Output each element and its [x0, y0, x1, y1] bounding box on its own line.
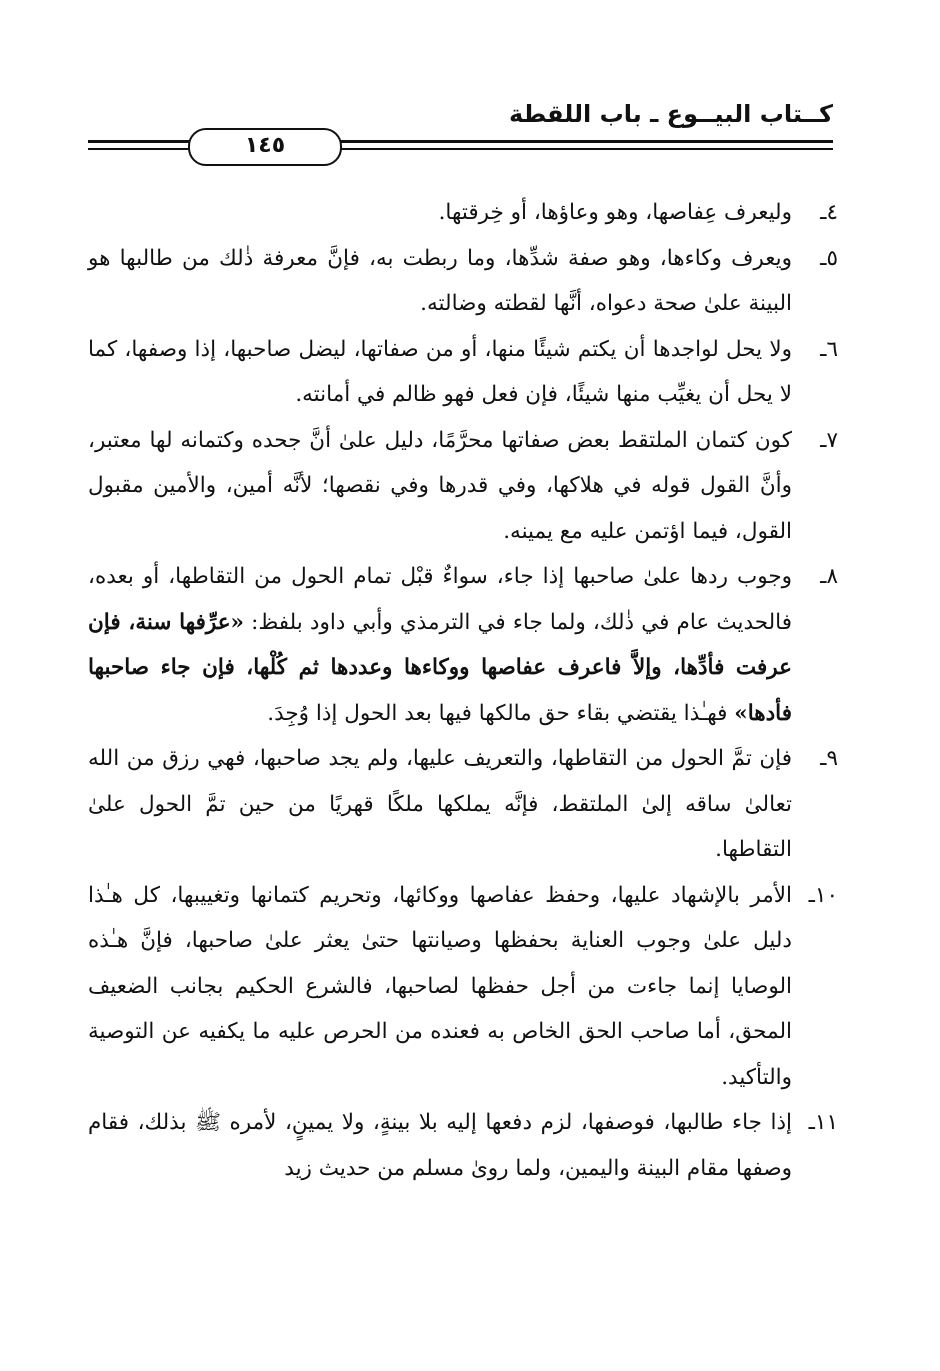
item-text: إذا جاء طالبها، فوصفها، لزم دفعها إليه بلا بينةٍ، ولا يمينٍ، لأمره ﷺ بذلك، فقام وصفها مقام البينة واليمين، ولما روىٰ مسلم من حديث زيد: [88, 1110, 792, 1181]
item-text: فإن تمَّ الحول من التقاطها، والتعريف عليها، ولم يجد صاحبها، فهي رزق من الله تعالىٰ ساقه إلىٰ الملتقط، فإنَّه يملكها ملكًا قهريًا من حين تمَّ الحول علىٰ التقاطها.: [88, 746, 792, 862]
item-number: ٤ـ: [820, 200, 838, 225]
list-item-5: [88, 236, 838, 327]
list-item-11: [88, 1100, 838, 1191]
list-item-10: [88, 873, 838, 1101]
list-item-9: [88, 736, 838, 873]
hadith-quote: «عرِّفها سنة، فإن عرفت فأدِّها، وإلاَّ فاعرف عفاصها ووكاءها وعددها ثم كُلْها، فإن جاء صاحبها فأدها»: [88, 609, 792, 726]
item-number: ٩ـ: [820, 746, 838, 771]
item-number: ١٠ـ: [808, 882, 838, 908]
list-item-4: [88, 190, 838, 236]
list-item-8: [88, 554, 838, 736]
item-text: ولا يحل لواجدها أن يكتم شيئًا منها، أو من صفاتها، ليضل صاحبها، إذا وصفها، كما لا يحل أن يغيِّب منها شيئًا، فإن فعل فهو ظالم في أمانته.: [88, 336, 792, 407]
page-body: [88, 190, 838, 1191]
item-text: وجوب ردها علىٰ صاحبها إذا جاء، سواءٌ قبْل تمام الحول من التقاطها، أو بعده، فالحديث عام في ذٰلك، ولما جاء في الترمذي وأبي داود بلفظ:: [88, 564, 792, 635]
item-number: ٦ـ: [820, 336, 838, 362]
item-text: الأمر بالإشهاد عليها، وحفظ عفاصها ووكائها، وتحريم كتمانها وتغييبها، كل هـٰذا دليل علىٰ وجوب العناية بحفظها وصيانتها حتىٰ يعثر علىٰ صاحبها، فإنَّ هـٰذه الوصايا إنما جاءت من أجل حفظها لصاحبها، فالشرع الحكيم بجانب الضعيف المحق، أما صاحب الحق الخاص به فعنده من الحرص عليه ما يكفيه عن التوصية والتأكيد.: [88, 882, 792, 1090]
item-text: ويعرف وكاءها، وهو صفة شدِّها، وما ربطت به، فإنَّ معرفة ذٰلك من طالبها هو البينة علىٰ صحة دعواه، أنَّها لقطته وضالته.: [88, 245, 792, 316]
item-number: ٨ـ: [820, 564, 838, 589]
page-number-badge: ١٤٥: [188, 128, 342, 166]
item-number: ٥ـ: [820, 245, 838, 271]
running-title: كــتاب البيــوع ـ باب اللقطة: [509, 100, 833, 128]
page-header: [88, 96, 833, 176]
item-number: ١١ـ: [808, 1110, 838, 1135]
item-number: ٧ـ: [820, 427, 838, 453]
item-text-continued: فهـٰذا يقتضي بقاء حق مالكها فيها بعد الحول إذا وُجِدَ.: [267, 700, 728, 726]
item-text: وليعرف عِفاصها، وهو وعاؤها، أو خِرقتها.: [438, 200, 792, 225]
item-text: كون كتمان الملتقط بعض صفاتها محرَّمًا، دليل علىٰ أنَّ جحده وكتمانه لها معتبر، وأنَّ القول قوله في هلاكها، وفي قدرها وفي نقصها؛ لأنَّه أمين، والأمين مقبول القول، فيما اؤتمن عليه مع يمينه.: [88, 427, 792, 544]
list-item-7: [88, 418, 838, 555]
list-item-6: [88, 327, 838, 418]
